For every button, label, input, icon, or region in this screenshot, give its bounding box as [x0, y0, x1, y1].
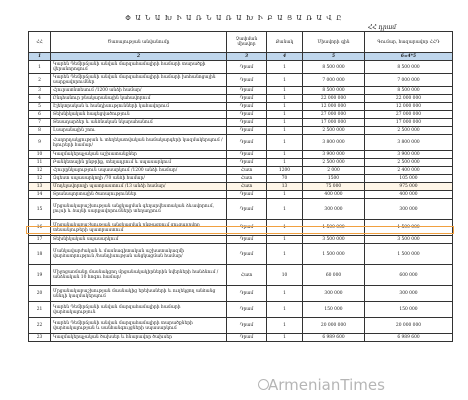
row-total: 400 000 [365, 191, 453, 199]
row-number: 12 [29, 175, 51, 183]
row-quantity: 1200 [267, 167, 303, 175]
row-quantity: 1 [267, 318, 303, 334]
row-total: 20 000 000 [365, 318, 453, 334]
row-unit-price: 1 500 000 [303, 244, 365, 265]
row-quantity: 1 [267, 119, 303, 127]
row-total: 150 000 [365, 302, 453, 318]
row-quantity: 1 [267, 151, 303, 159]
watermark: ArmenianTimes [268, 376, 385, 394]
row-number: 17 [29, 236, 51, 244]
row-number: 18 [29, 244, 51, 265]
row-total: 2 400 000 [365, 167, 453, 175]
row-unit-price: 150 000 [303, 302, 365, 318]
row-unit-price: 22 000 000 [303, 95, 365, 103]
row-total: 2 500 000 [365, 159, 453, 167]
budget-table [28, 31, 453, 342]
table-row [29, 175, 453, 183]
row-total: 22 000 000 [365, 95, 453, 103]
row-unit-price: 2 500 000 [303, 127, 365, 135]
row-number: 21 [29, 302, 51, 318]
row-total: 300 000 [365, 286, 453, 302]
row-total: 12 000 000 [365, 103, 453, 111]
index-cell: 2 [51, 53, 227, 61]
service-name: Տրանսպորտային ծառայություններ [51, 191, 227, 199]
table-row [29, 199, 453, 220]
row-unit-price: 300 000 [303, 286, 365, 302]
row-number: 6 [29, 111, 51, 119]
row-unit: Դրամ [227, 220, 267, 236]
index-cell: 3 [227, 53, 267, 61]
row-unit: Հատ [227, 167, 267, 175]
row-number: 12 [29, 167, 51, 175]
row-unit-price: 8 500 000 [303, 61, 365, 74]
row-total: 8 500 000 [365, 61, 453, 74]
row-total: 105 000 [365, 175, 453, 183]
table-row [29, 265, 453, 286]
row-unit: Դրամ [227, 74, 267, 87]
table-row [29, 318, 453, 334]
table-row [29, 111, 453, 119]
row-unit-price: 12 000 000 [303, 103, 365, 111]
row-unit-price: 1 500 000 [303, 220, 365, 236]
row-total: 27 000 000 [365, 111, 453, 119]
row-quantity: 1 [267, 135, 303, 151]
row-unit: Դրամ [227, 302, 267, 318]
header-total: Գումար, հազարավոր ՀՀԴ [365, 32, 453, 53]
row-unit: Դրամ [227, 151, 267, 159]
service-name: Կարեն Դեմիրճյանի անվան մարզահամալիրի համարի վարձակալություն [51, 302, 227, 318]
header-service-name: Ծառայության անվանումը [51, 32, 227, 53]
header-unit: Չափման միավոր [227, 32, 267, 53]
row-unit-price: 7 000 000 [303, 74, 365, 87]
row-quantity: 1 [267, 103, 303, 111]
row-number: 19 [29, 265, 51, 286]
row-unit: Դրամ [227, 244, 267, 265]
header-unit-price: Միավորի գին [303, 32, 365, 53]
row-unit: Դրամ [227, 135, 267, 151]
table-row [29, 159, 453, 167]
header-number: ՀՀ [29, 32, 51, 53]
row-unit-price: 75 000 [303, 183, 365, 191]
row-total: 300 000 [365, 199, 453, 220]
service-name: Տեխնիկական սպասարկում [51, 236, 227, 244]
document-title: Փ Ա Ն Ա Խ Ի Ա Ռ Ն Ա Ռ Ա Խ Ի Բ Ա Ց Ա Ռ Ա Վ Ը [125, 14, 343, 22]
table-row [29, 286, 453, 302]
row-unit: Դրամ [227, 199, 267, 220]
index-cell: 4 [267, 53, 303, 61]
row-unit-price: 6 989 600 [303, 334, 365, 342]
service-name: Լսարանային շոու [51, 127, 227, 135]
row-quantity: 1 [267, 111, 303, 119]
row-number: 10 [29, 151, 51, 159]
service-name: Տեխնիկական հագեցվածություն [51, 111, 227, 119]
row-unit-price: 400 000 [303, 191, 365, 199]
index-cell: 5 [303, 53, 365, 61]
row-unit: Դրամ [227, 111, 267, 119]
column-index-row [29, 53, 453, 61]
row-number: 16 [29, 220, 51, 236]
table-row [29, 244, 453, 265]
row-total: 2 500 000 [365, 127, 453, 135]
service-name: Կազմակերպչական ծախսեր և հնարավոր ծախսեր [51, 334, 227, 342]
row-quantity: 1 [267, 127, 303, 135]
service-name: Բանկետային ընթրիք, տեղադրում և սպասարկում [51, 159, 227, 167]
row-total: 600 000 [365, 265, 453, 286]
table-row [29, 103, 453, 111]
header-quantity: Քանակ [267, 32, 303, 53]
service-name: Կարեն Դեմիրճյանի անվան մարզահամալիրի համարի տարածքի վերանորոգում [51, 61, 227, 74]
row-total: 1 500 000 [365, 220, 453, 236]
row-total: 17 000 000 [365, 119, 453, 127]
row-unit: Դրամ [227, 95, 267, 103]
row-unit: Դրամ [227, 119, 267, 127]
service-name: Մանկավարժական և մասնագիտական աշխատակազմի վարձատրություն /հանդիսության անցկացման համար/ [51, 244, 227, 265]
service-name: Մրցանակաբաշխության անցկացման գեղարվեստական ձևավորում, լույսի և ձայնի սարքավորումների տեղադրում [51, 199, 227, 220]
row-quantity: 1 [267, 95, 303, 103]
row-unit: Դրամ [227, 103, 267, 111]
service-name: Մոդելավորողի պատրաստում /13 անձի համար/ [51, 183, 227, 191]
row-quantity: 1 [267, 74, 303, 87]
row-number: 1 [29, 61, 51, 74]
row-number: 23 [29, 334, 51, 342]
row-number: 22 [29, 318, 51, 334]
row-quantity: 1 [267, 61, 303, 74]
row-quantity: 1 [267, 236, 303, 244]
service-name: Մրցանակաբաշխության մասնակից երեխաների և ուղեկցող անձանց սննդի կազմակերպում [51, 286, 227, 302]
row-quantity: 1 [267, 302, 303, 318]
row-unit: Դրամ [227, 318, 267, 334]
row-unit-price: 300 000 [303, 199, 365, 220]
row-quantity: 1 [267, 191, 303, 199]
row-unit-price: 2 000 [303, 167, 365, 175]
row-total: 1 500 000 [365, 244, 453, 265]
row-quantity: 1 [267, 199, 303, 220]
table-row [29, 191, 453, 199]
table-row [29, 127, 453, 135]
row-quantity: 70 [267, 175, 303, 183]
row-unit: Դրամ [227, 236, 267, 244]
table-row [29, 151, 453, 159]
row-total: 975 000 [365, 183, 453, 191]
row-unit: Դրամ [227, 87, 267, 95]
index-cell: 1 [29, 53, 51, 61]
service-name: Տեսադարձեր և անձնական նկարահանում [51, 119, 227, 127]
index-cell: 6=4*5 [365, 53, 453, 61]
table-row [29, 61, 453, 74]
row-quantity: 1 [267, 220, 303, 236]
row-highlight-box [26, 226, 454, 234]
service-name: Կարեն Դեմիրճյանի անվան մարզահամալիրի տարածքների վարձակալության և սանհանգույցների սպասարկում [51, 318, 227, 334]
service-name: Հաղորդակցության և տեղեկատվական համակարգերի կազմակերպում /հյուրերի համար/ [51, 135, 227, 151]
row-unit: Հատ [227, 175, 267, 183]
row-unit-price: 17 000 000 [303, 119, 365, 127]
row-number: 13 [29, 183, 51, 191]
row-unit: Դրամ [227, 61, 267, 74]
row-quantity: 1 [267, 286, 303, 302]
table-row [29, 119, 453, 127]
table-row [29, 167, 453, 175]
table-row [29, 95, 453, 103]
row-total: 8 500 000 [365, 87, 453, 95]
row-unit: Դրամ [227, 334, 267, 342]
row-number: 20 [29, 286, 51, 302]
row-unit-price: 20 000 000 [303, 318, 365, 334]
row-number: 15 [29, 199, 51, 220]
service-name: Հյուրատնտեսում /1200 անձի համար/ [51, 87, 227, 95]
table-row [29, 74, 453, 87]
table-body [29, 61, 453, 342]
row-unit-price: 60 000 [303, 265, 365, 286]
row-total: 3 800 000 [365, 135, 453, 151]
row-quantity: 1 [267, 159, 303, 167]
row-number: 2 [29, 74, 51, 87]
service-name: Հյուրընկալություն սպասարկում /1200 անձի համար/ [51, 167, 227, 175]
row-unit-price: 27 000 000 [303, 111, 365, 119]
row-total: 3 900 000 [365, 151, 453, 159]
row-quantity: 1 [267, 244, 303, 265]
table-row [29, 183, 453, 191]
row-unit: Դրամ [227, 127, 267, 135]
row-unit: Դրամ [227, 286, 267, 302]
service-name: Կազմակերպչական աշխատանքներ [51, 151, 227, 159]
row-total: 3 500 000 [365, 236, 453, 244]
service-name: Էլեկտրական և հանդիսությունների կահավորում [51, 103, 227, 111]
row-total: 7 000 000 [365, 74, 453, 87]
table-row [29, 302, 453, 318]
row-number: 11 [29, 159, 51, 167]
row-unit: Դրամ [227, 159, 267, 167]
row-number: 4 [29, 95, 51, 103]
row-number: 3 [29, 87, 51, 95]
table-row [29, 87, 453, 95]
row-unit-price: 8 500 000 [303, 87, 365, 95]
row-number: 14 [29, 191, 51, 199]
row-unit-price: 3 800 000 [303, 135, 365, 151]
row-quantity: 13 [267, 183, 303, 191]
row-number: 8 [29, 127, 51, 135]
service-name: Զգեստ սպասարկողի /70 անձի համար/ [51, 175, 227, 183]
row-unit: Հատ [227, 183, 267, 191]
row-quantity: 1 [267, 334, 303, 342]
row-total: 6 989 600 [365, 334, 453, 342]
service-name: Կարեն Դեմիրճյանի անվան մարզահամալիրի համարի խոհանոցային սարքավորումներ [51, 74, 227, 87]
row-unit-price: 1500 [303, 175, 365, 183]
service-name: Ընդհանուր բնակարանային կահավորում [51, 95, 227, 103]
row-number: 5 [29, 103, 51, 111]
row-quantity: 1 [267, 87, 303, 95]
row-unit: Դրամ [227, 191, 267, 199]
service-name: Միջոցառմանը մասնակցող մրցանակակիրներին նվերների հանձնում /անձնական 10 հոգու համար/ [51, 265, 227, 286]
service-name: Մրցանակաբաշխության անցկացման ընթացքում ցուցադրվող տեսանյութերի պատրաստում [51, 220, 227, 236]
row-unit-price: 3 500 000 [303, 236, 365, 244]
row-number: 7 [29, 119, 51, 127]
row-unit: Հատ [227, 265, 267, 286]
table-header-row [29, 32, 453, 53]
table-row [29, 236, 453, 244]
row-number: 9 [29, 135, 51, 151]
row-quantity: 10 [267, 265, 303, 286]
currency-unit: ՀՀ դրամ [368, 24, 397, 31]
row-unit-price: 3 900 000 [303, 151, 365, 159]
table-row [29, 135, 453, 151]
table-row [29, 334, 453, 342]
row-unit-price: 2 500 000 [303, 159, 365, 167]
